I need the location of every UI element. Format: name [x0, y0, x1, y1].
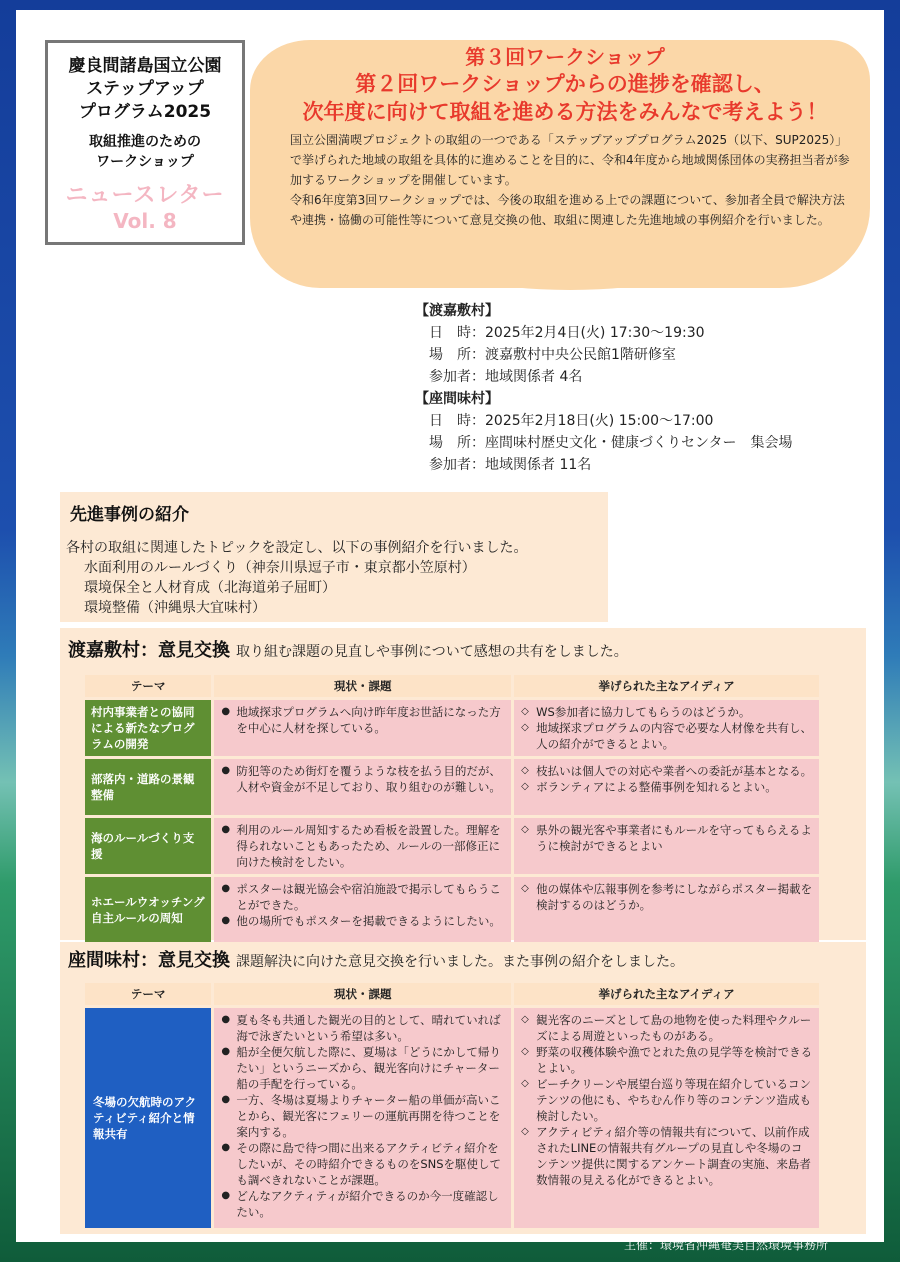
case-intro-section — [60, 492, 608, 622]
tokashiki-exchange-heading — [68, 636, 628, 662]
idea-item: ◇ WS参加者に協力してもらうのはどうか。 — [536, 704, 813, 720]
table-header-row — [85, 983, 819, 1005]
col-status: 現状・課題 — [214, 675, 511, 697]
row-status — [214, 759, 511, 815]
row-theme: 部落内・道路の景観整備 — [85, 759, 211, 815]
zamami-name: 【座間味村】 — [415, 391, 499, 407]
case-item: 水面利用のルールづくり（神奈川県逗子市・東京都小笠原村） — [84, 560, 476, 576]
case-item: 環境整備（沖縄県大宜味村） — [84, 600, 266, 616]
zamami-table — [82, 980, 822, 1231]
idea-item: ◇ 県外の観光客や事業者にもルールを守ってもらえるように検討ができるとよい — [536, 822, 813, 854]
status-item: ● その際に島で待つ間に出来るアクティビティ紹介をしたいが、その時紹介できるものをSNSを駆使しても調べきれないことが課題。 — [236, 1140, 505, 1188]
row-ideas — [514, 877, 819, 943]
schedule — [415, 300, 792, 476]
table-row — [85, 700, 819, 756]
status-item: ● 一方、冬場は夏場よりチャーター船の単価が高いことから、観光客にフェリーの運航再開を待つことを案内する。 — [236, 1092, 505, 1140]
intro-paragraph1: 国立公園満喫プロジェクトの取組の一つである「ステップアッププログラム2025（以下、SUP2025）」で挙げられた地域の取組を具体的に進めることを目的に、令和4年度から地域関係団体の実務担当者が参加するワークショップを開催しています。 — [290, 133, 850, 187]
row-theme: 村内事業者との協同による新たなプログラムの開発 — [85, 700, 211, 756]
row-status — [214, 877, 511, 943]
table-row — [85, 1008, 819, 1228]
status-item: ● 夏も冬も共通した観光の目的として、晴れていれば海で泳ぎたいという希望は多い。 — [236, 1012, 505, 1044]
tokashiki-exchange-section — [60, 628, 866, 940]
idea-item: ◇ ビーチクリーンや展望台巡り等現在紹介しているコンテンツの他にも、やちむん作り等のコンテンツ造成も検討したい。 — [536, 1076, 813, 1124]
intro-paragraph2: 令和6年度第3回ワークショップでは、今後の取組を進める上での課題について、参加者全員で解決方法や連携・協働の可能性等について意見交換の他、取組に関連した先進地域の事例紹介を行いました。 — [290, 193, 845, 227]
idea-item: ◇ 観光客のニーズとして島の地物を使った料理やクルーズによる周遊といったものがある。 — [536, 1012, 813, 1044]
row-status — [214, 700, 511, 756]
row-theme: ホエールウオッチング自主ルールの周知 — [85, 877, 211, 943]
workshop-heading — [265, 44, 865, 126]
zamami-exchange-heading — [68, 946, 684, 972]
zamami-participants: 参加者：地域関係者 11名 — [429, 457, 592, 473]
headline-line1: 第２回ワークショップからの進捗を確認し、 — [355, 72, 775, 96]
idea-item: ◇ 枝払いは個人での対応や業者への委託が基本となる。 — [536, 763, 813, 779]
workshop-label: 第３回ワークショップ — [465, 45, 665, 69]
tokashiki-table — [82, 672, 822, 946]
row-theme: 海のルールづくり支援 — [85, 818, 211, 874]
row-ideas — [514, 759, 819, 815]
idea-item: ◇ ボランティアによる整備事例を知れるとよい。 — [536, 779, 813, 795]
idea-item: ◇ 他の媒体や広報事例を参考にしながらポスター掲載を検討するのはどうか。 — [536, 881, 813, 913]
idea-item: ◇ 地域探求プログラムの内容で必要な人材像を共有し、人の紹介ができるとよい。 — [536, 720, 813, 752]
col-theme: テーマ — [85, 675, 211, 697]
intro-text — [290, 130, 850, 230]
status-item: ● 船が全便欠航した際に、夏場は「どうにかして帰りたい」というニーズから、観光客向けにチャーター船の手配を行っている。 — [236, 1044, 505, 1092]
title-line1: 慶良間諸島国立公園 — [68, 56, 222, 76]
tokashiki-place: 場 所：渡嘉敷村中央公民館1階研修室 — [429, 347, 676, 363]
case-item: 環境保全と人材育成（北海道弟子屈町） — [84, 580, 336, 596]
status-item: ● どんなアクティティが紹介できるのか今一度確認したい。 — [236, 1188, 505, 1220]
status-item: ● 他の場所でもポスターを掲載できるようにしたい。 — [236, 913, 505, 929]
zamami-exchange-title: 座間味村：意見交換 — [68, 950, 230, 971]
newsletter-label: ニュースレター — [65, 183, 225, 208]
col-ideas: 挙げられた主なアイディア — [514, 983, 819, 1005]
zamami-date: 日 時：2025年2月18日(火) 15:00～17:00 — [429, 413, 714, 429]
status-item: ● 防犯等のため街灯を覆うような枝を払う目的だが、人材や資金が不足しており、取り組むのが難しい。 — [236, 763, 505, 795]
case-intro-heading: 先進事例の紹介 — [70, 505, 189, 525]
row-theme: 冬場の欠航時のアクティビティ紹介と情報共有 — [85, 1008, 211, 1228]
title-line5: ワークショップ — [96, 154, 194, 170]
col-ideas: 挙げられた主なアイディア — [514, 675, 819, 697]
tokashiki-name: 【渡嘉敷村】 — [415, 303, 499, 319]
table-row — [85, 818, 819, 874]
zamami-place: 場 所：座間味村歴史文化・健康づくりセンター 集会場 — [429, 435, 793, 451]
tokashiki-participants: 参加者：地域関係者 4名 — [429, 369, 583, 385]
zamami-exchange-subtitle: 課題解決に向けた意見交換を行いました。また事例の紹介をしました。 — [236, 954, 684, 970]
title-line3: プログラム2025 — [78, 102, 212, 122]
title-box — [45, 40, 245, 245]
row-status — [214, 818, 511, 874]
case-intro-lead: 各村の取組に関連したトピックを設定し、以下の事例紹介を行いました。 — [66, 540, 528, 556]
row-ideas — [514, 700, 819, 756]
table-header-row — [85, 675, 819, 697]
tokashiki-date: 日 時：2025年2月4日(火) 17:30～19:30 — [429, 325, 705, 341]
headline-line2: 次年度に向けて取組を進める方法をみんなで考えよう！ — [302, 100, 828, 124]
status-item: ● 利用のルール周知するため看板を設置した。理解を得られないこともあったため、ルールの一部修正に向けた検討をしたい。 — [236, 822, 505, 870]
idea-item: ◇ アクティビティ紹介等の情報共有について、以前作成されたLINEの情報共有グループの見直しや冬場のコンテンツ提供に関するアンケート調査の実施、来島者数情報の見える化ができるとよい。 — [536, 1124, 813, 1188]
idea-item: ◇ 野菜の収穫体験や漁でとれた魚の見学等を検討できるとよい。 — [536, 1044, 813, 1076]
col-theme: テーマ — [85, 983, 211, 1005]
status-item: ● ポスターは観光協会や宿泊施設で掲示してもらうことができた。 — [236, 881, 505, 913]
table-row — [85, 759, 819, 815]
tokashiki-exchange-title: 渡嘉敷村：意見交換 — [68, 640, 230, 661]
col-status: 現状・課題 — [214, 983, 511, 1005]
row-ideas — [514, 818, 819, 874]
tokashiki-exchange-subtitle: 取り組む課題の見直しや事例について感想の共有をしました。 — [236, 644, 628, 660]
table-row — [85, 877, 819, 943]
row-ideas — [514, 1008, 819, 1228]
title-line4: 取組推進のための — [89, 134, 201, 150]
status-item: ● 地域探求プログラムへ向け昨年度お世話になった方を中心に人材を探している。 — [236, 704, 505, 736]
row-status — [214, 1008, 511, 1228]
title-line2: ステップアップ — [86, 79, 204, 99]
footer-organizer: 主催：環境省沖縄奄美自然環境事務所 — [624, 1238, 829, 1252]
volume-label: Vol. 8 — [113, 209, 177, 233]
zamami-exchange-section — [60, 942, 866, 1234]
